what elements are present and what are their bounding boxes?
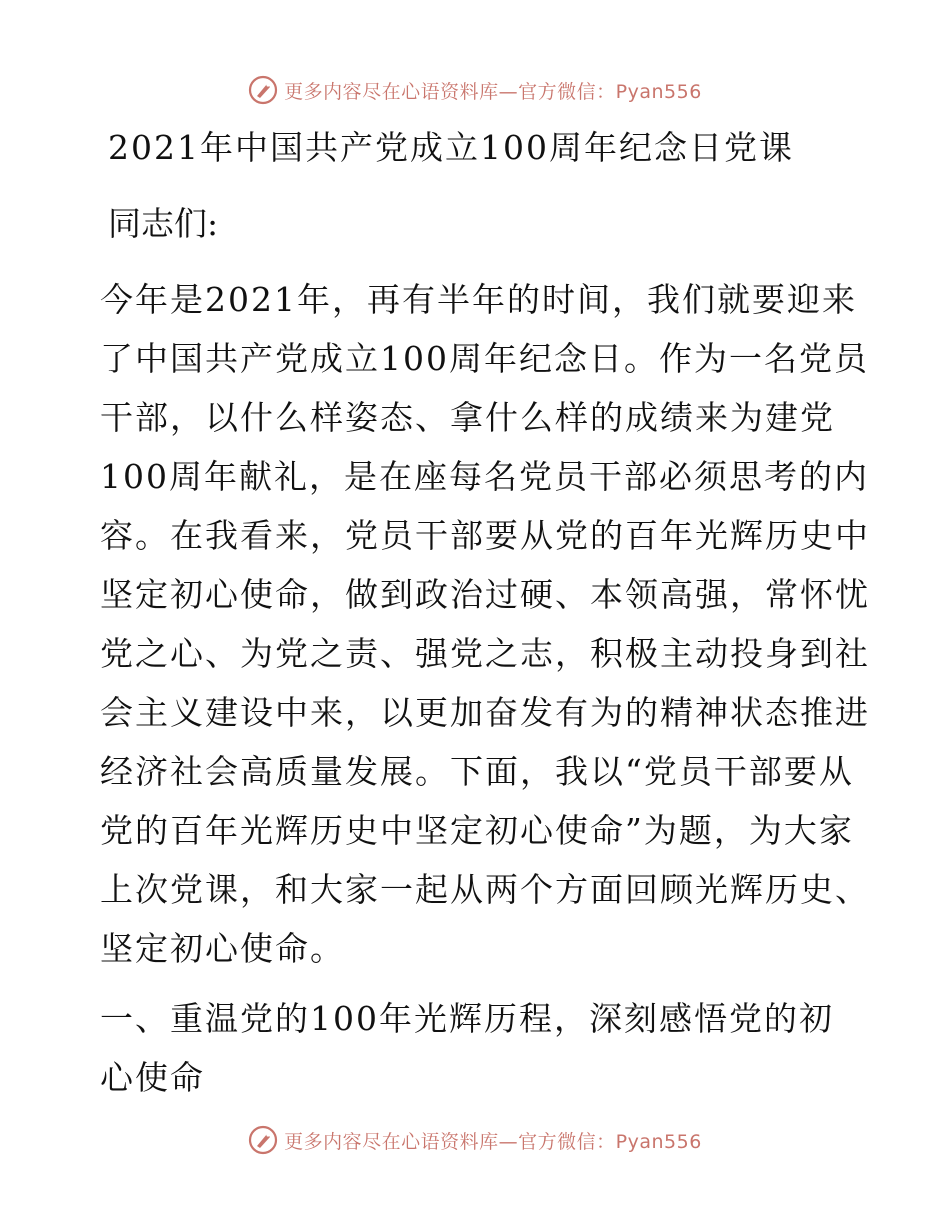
watermark-banner-bottom bbox=[0, 1120, 950, 1160]
paragraph-line: 坚定初心使命，做到政治过硬、本领高强，常怀忧 bbox=[100, 575, 870, 614]
paragraph-line: 会主义建设中来，以更加奋发有为的精神状态推进 bbox=[100, 693, 870, 732]
watermark-text: 更多内容尽在心语资料库—官方微信：Pyan556 bbox=[284, 80, 702, 103]
paragraph-line: 党的百年光辉历史中坚定初心使命”为题，为大家 bbox=[100, 811, 854, 850]
paragraph-line: 容。在我看来，党员干部要从党的百年光辉历史中 bbox=[100, 516, 870, 555]
paragraph-line: 经济社会高质量发展。下面，我以“党员干部要从 bbox=[100, 752, 854, 791]
paragraph-line: 100周年献礼，是在座每名党员干部必须思考的内 bbox=[100, 457, 869, 496]
paragraph-line: 了中国共产党成立100周年纪念日。作为一名党员 bbox=[100, 339, 869, 378]
paragraph-line: 党之心、为党之责、强党之志，积极主动投身到社 bbox=[100, 634, 870, 673]
paragraph-line: 今年是2021年，再有半年的时间，我们就要迎来 bbox=[100, 280, 857, 319]
watermark-banner-top bbox=[0, 70, 950, 110]
document-title: 2021年中国共产党成立100周年纪念日党课 bbox=[108, 128, 794, 167]
watermark-text: 更多内容尽在心语资料库—官方微信：Pyan556 bbox=[284, 1130, 702, 1153]
pen-nib-logo-icon bbox=[248, 1125, 278, 1155]
paragraph-line: 上次党课，和大家一起从两个方面回顾光辉历史、 bbox=[100, 870, 870, 909]
greeting: 同志们: bbox=[108, 204, 219, 243]
paragraph-line: 坚定初心使命。 bbox=[100, 929, 345, 968]
pen-nib-logo-icon bbox=[248, 75, 278, 105]
section-heading-line: 一、重温党的100年光辉历程，深刻感悟党的初 bbox=[100, 999, 834, 1038]
paragraph-line: 干部，以什么样姿态、拿什么样的成绩来为建党 bbox=[100, 398, 835, 437]
section-heading-line: 心使命 bbox=[100, 1058, 205, 1097]
